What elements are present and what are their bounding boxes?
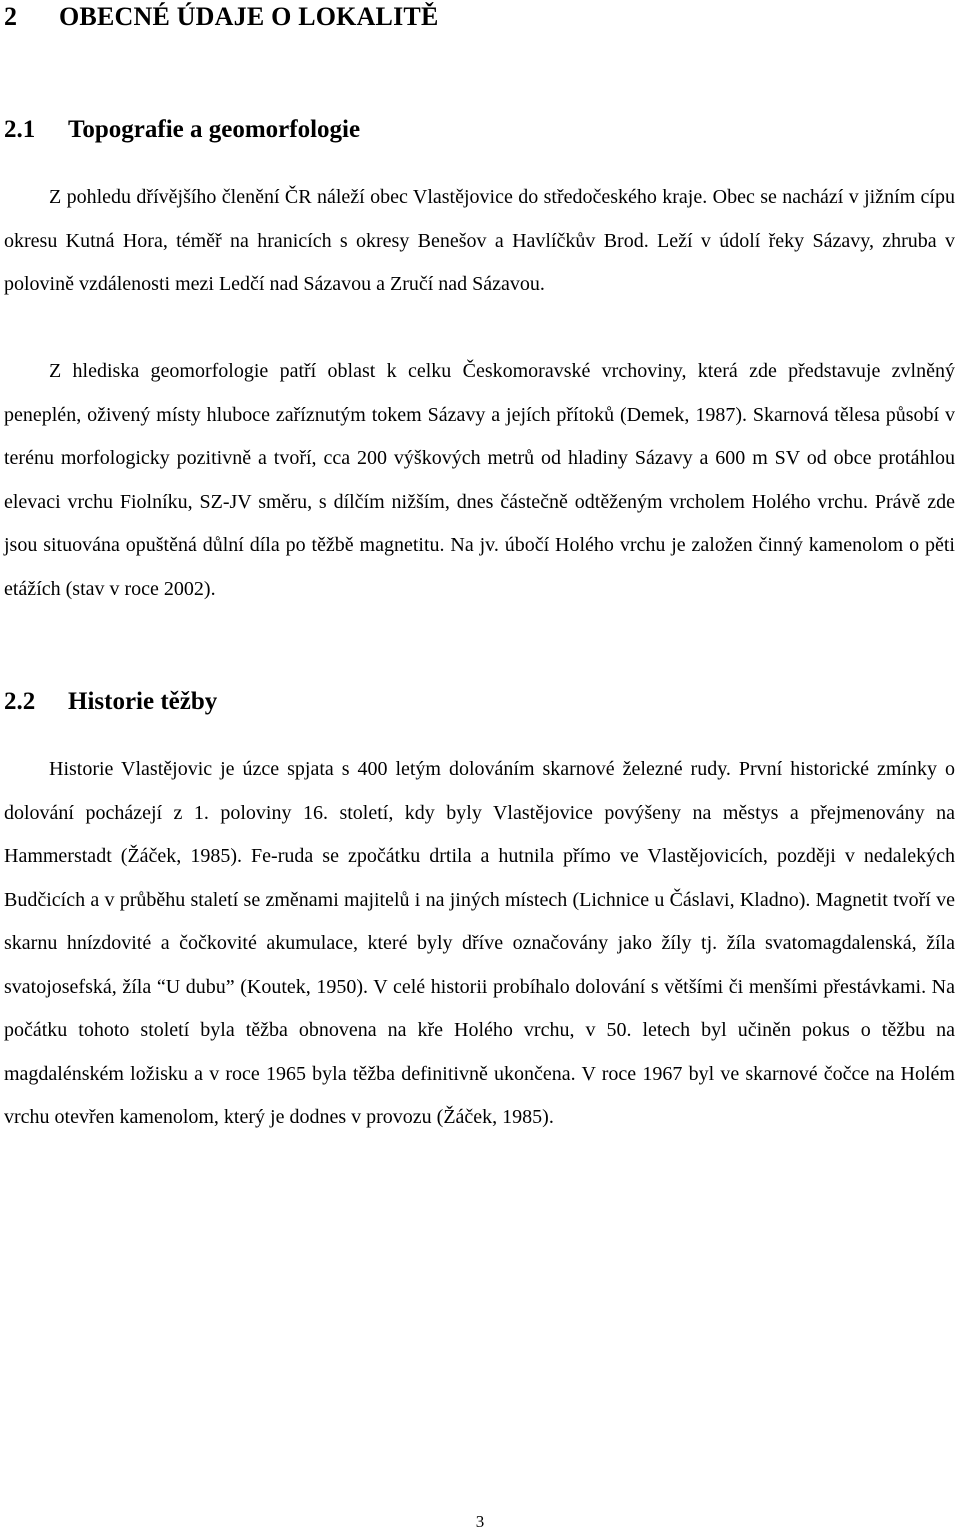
- paragraph-geomorfologie: Z hlediska geomorfologie patří oblast k celku Českomoravské vrchoviny, která zde představuje zvlněný peneplén, oživený místy hluboce zaříznutým tokem Sázavy a jejích přítoků (Demek, 1987). Skarnová tělesa působí v terénu morfologicky pozitivně a tvoří, cca 200 výškových metrů od hladiny Sázavy a 600 m SV od obce protáhlou elevaci vrchu Fiolníku, SZ-JV směru, s dílčím nižším, dnes částečně odtěženým vrcholem Holého vrchu. Právě zde jsou situována opuštěná důlní díla po těžbě magnetitu. Na jv. úbočí Holého vrchu je založen činný kamenolom o pěti etážích (stav v roce 2002).: [4, 360, 955, 600]
- page-number: 3: [475, 1512, 485, 1531]
- section-heading: [4, 2, 439, 32]
- subsection-title: Topografie a geomorfologie: [68, 116, 361, 143]
- section-number: 2: [4, 2, 18, 31]
- section-title: OBECNÉ ÚDAJE O LOKALITĚ: [59, 2, 439, 31]
- subsection-title: Historie těžby: [68, 688, 218, 715]
- subsection-heading-historie: [4, 688, 217, 716]
- subsection-number: 2.1: [4, 116, 36, 143]
- subsection-heading-topografie: [4, 116, 360, 144]
- paragraph-topografie-1: Z pohledu dřívějšího členění ČR náleží obec Vlastějovice do středočeského kraje. Obec se nachází v jižním cípu okresu Kutná Hora, téměř na hranicích s okresy Benešov a Havlíčkův Brod. Leží v údolí řeky Sázavy, zhruba v polovině vzdálenosti mezi Ledčí nad Sázavou a Zručí nad Sázavou.: [4, 186, 955, 296]
- paragraph-historie: Historie Vlastějovic je úzce spjata s 400 letým dolováním skarnové železné rudy. První historické zmínky o dolování pocházejí z 1. poloviny 16. století, kdy byly Vlastějovice povýšeny na městys a přejmenovány na Hammerstadt (Žáček, 1985). Fe-ruda se zpočátku drtila a hutnila přímo ve Vlastějovicích, později v nedalekých Budčicích a v průběhu staletí se změnami majitelů i na jiných místech (Lichnice u Čáslavi, Kladno). Magnetit tvoří ve skarnu hnízdovité a čočkovité akumulace, které byly dříve označovány jako žíly tj. žíla svatomagdalenská, žíla svatojosefská, žíla “U dubu” (Koutek, 1950). V celé historii probíhalo dolování s většími či menšími přestávkami. Na počátku tohoto století byla těžba obnovena na kře Holého vrchu, v 50. letech byl učiněn pokus o těžbu na magdalénském ložisku a v roce 1965 byla těžba definitivně ukončena. V roce 1967 byl ve skarnové čočce na Holém vrchu otevřen kamenolom, který je dodnes v provozu (Žáček, 1985).: [4, 758, 955, 1129]
- subsection-number: 2.2: [4, 688, 36, 715]
